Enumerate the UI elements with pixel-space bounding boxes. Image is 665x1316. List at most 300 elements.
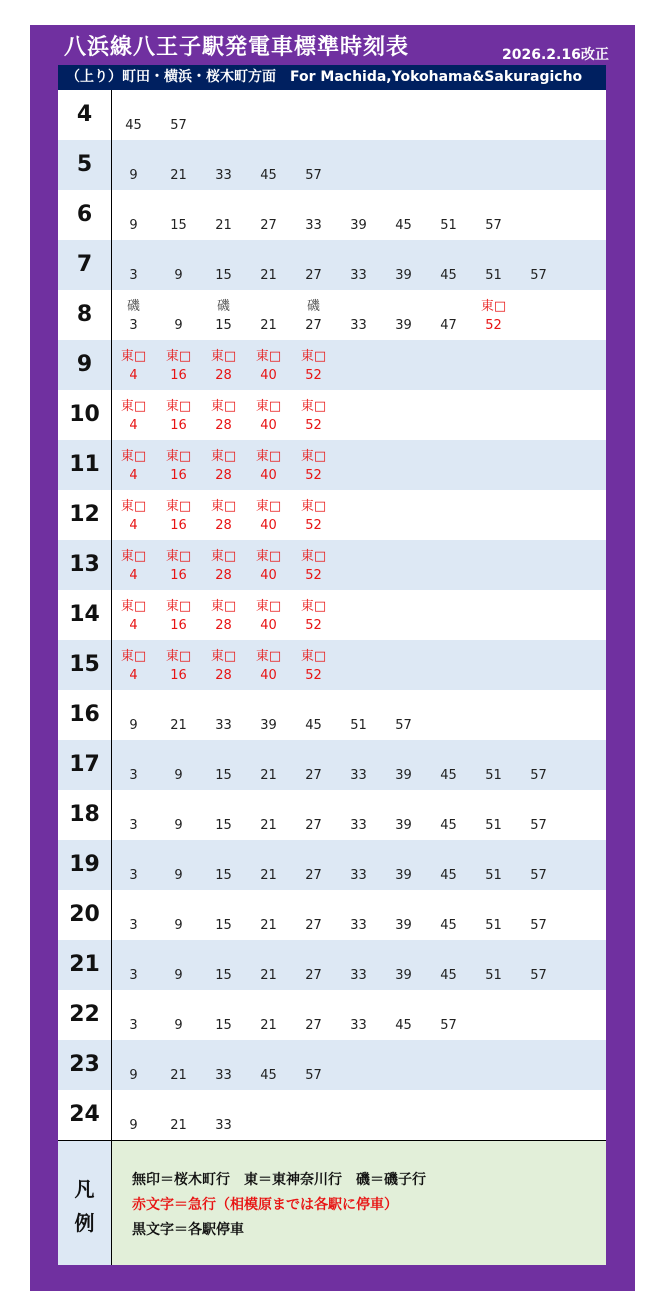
departure-express <box>471 290 516 340</box>
departure-minute: 16 <box>170 668 187 683</box>
departure-minute: 52 <box>485 318 502 333</box>
departure <box>426 290 471 340</box>
departure-minute: 3 <box>129 868 138 883</box>
departure-minute: 4 <box>129 568 138 583</box>
departure-minute: 27 <box>305 968 322 983</box>
destination-mark: 東□ <box>480 299 507 314</box>
departure <box>246 240 291 290</box>
departure <box>426 840 471 890</box>
departure-minute: 27 <box>260 218 277 233</box>
departure-minute: 33 <box>215 1118 232 1133</box>
departure-minute: 33 <box>350 318 367 333</box>
legend-heading <box>58 1141 111 1265</box>
departure <box>381 240 426 290</box>
departure <box>471 240 516 290</box>
departure-express <box>156 490 201 540</box>
departure-minute: 4 <box>129 368 138 383</box>
departure-minute: 45 <box>305 718 322 733</box>
departure <box>201 690 246 740</box>
departure <box>201 940 246 990</box>
departure <box>111 740 156 790</box>
page-title: 八浜線八王子駅発電車標準時刻表 <box>64 35 410 60</box>
destination-mark: 東□ <box>210 499 237 514</box>
departure-minute: 57 <box>395 718 412 733</box>
departure-express <box>291 390 336 440</box>
departure-minute: 3 <box>129 318 138 333</box>
departure-minute: 45 <box>440 768 457 783</box>
hour-label: 21 <box>69 952 100 977</box>
departure <box>291 1040 336 1090</box>
departure-minute: 3 <box>129 1018 138 1033</box>
departure-minute: 15 <box>215 818 232 833</box>
departure-minute: 15 <box>215 318 232 333</box>
departure-express <box>111 640 156 690</box>
departure <box>291 690 336 740</box>
hour-label: 22 <box>69 1002 100 1027</box>
hour-column-divider <box>111 90 112 1265</box>
departure <box>111 290 156 340</box>
destination-mark: 東□ <box>120 399 147 414</box>
departure <box>246 990 291 1040</box>
destination-mark: 東□ <box>300 449 327 464</box>
departure-minute: 16 <box>170 568 187 583</box>
departure <box>426 790 471 840</box>
departure <box>246 840 291 890</box>
hour-label: 11 <box>69 452 100 477</box>
departure <box>426 990 471 1040</box>
departure <box>516 890 561 940</box>
departure-minute: 39 <box>395 768 412 783</box>
departure-express <box>156 590 201 640</box>
departure-minute: 27 <box>305 318 322 333</box>
departure-express <box>111 590 156 640</box>
departure <box>471 890 516 940</box>
departure <box>201 190 246 240</box>
departure-minute: 40 <box>260 518 277 533</box>
departure-express <box>111 490 156 540</box>
departure <box>156 890 201 940</box>
departure-express <box>201 490 246 540</box>
departure-minute: 45 <box>440 818 457 833</box>
departure-minute: 47 <box>440 318 457 333</box>
departure <box>336 190 381 240</box>
departure <box>291 290 336 340</box>
destination-mark: 東□ <box>300 549 327 564</box>
departure-minute: 16 <box>170 368 187 383</box>
departure <box>111 690 156 740</box>
departure-minute: 45 <box>260 1068 277 1083</box>
departure <box>156 190 201 240</box>
hour-label: 4 <box>76 102 93 127</box>
destination-mark: 東□ <box>120 349 147 364</box>
departure-minute: 40 <box>260 618 277 633</box>
departure-minute: 4 <box>129 468 138 483</box>
departure <box>111 940 156 990</box>
departure-minute: 21 <box>260 818 277 833</box>
departure-express <box>246 490 291 540</box>
destination-mark: 東□ <box>120 599 147 614</box>
departure <box>426 240 471 290</box>
departure-minute: 33 <box>215 1068 232 1083</box>
departure-minute: 3 <box>129 268 138 283</box>
destination-mark: 東□ <box>255 349 282 364</box>
departure-minute: 21 <box>260 968 277 983</box>
departure <box>201 740 246 790</box>
departure-minute: 9 <box>174 918 183 933</box>
departure-minute: 15 <box>215 768 232 783</box>
departure <box>381 740 426 790</box>
departure-minute: 33 <box>215 168 232 183</box>
departure <box>426 940 471 990</box>
legend-heading-top: 凡 <box>74 1177 95 1201</box>
departure-minute: 28 <box>215 668 232 683</box>
hour-row <box>58 440 606 490</box>
departure-minute: 21 <box>260 868 277 883</box>
departure <box>201 890 246 940</box>
departure-express <box>246 440 291 490</box>
departure-minute: 3 <box>129 918 138 933</box>
departure-minute: 57 <box>485 218 502 233</box>
hour-label: 6 <box>76 202 93 227</box>
departure-minute: 51 <box>485 768 502 783</box>
departure-minute: 39 <box>395 318 412 333</box>
departure-minute: 57 <box>530 268 547 283</box>
departure-minute: 45 <box>440 918 457 933</box>
legend-heading-bottom: 例 <box>74 1211 95 1235</box>
departure-minute: 45 <box>440 268 457 283</box>
hour-label: 15 <box>69 652 100 677</box>
departure <box>291 140 336 190</box>
departure-minute: 9 <box>129 168 138 183</box>
destination-mark: 東□ <box>300 649 327 664</box>
hour-label: 10 <box>69 402 100 427</box>
destination-mark: 東□ <box>120 449 147 464</box>
departure-express <box>246 540 291 590</box>
hour-label: 7 <box>76 252 93 277</box>
departure-express <box>246 340 291 390</box>
departure-minute: 9 <box>129 218 138 233</box>
destination-mark: 東□ <box>210 399 237 414</box>
departure-express <box>201 540 246 590</box>
departure-minute: 28 <box>215 418 232 433</box>
departure-minute: 9 <box>174 318 183 333</box>
destination-mark: 東□ <box>255 399 282 414</box>
departure-minute: 52 <box>305 468 322 483</box>
departure-minute: 51 <box>350 718 367 733</box>
hour-label: 5 <box>76 152 93 177</box>
departure <box>156 240 201 290</box>
departure-minute: 28 <box>215 568 232 583</box>
departure-minute: 45 <box>260 168 277 183</box>
departure-minute: 57 <box>530 868 547 883</box>
departure <box>111 790 156 840</box>
destination-mark: 東□ <box>165 349 192 364</box>
destination-mark: 東□ <box>120 499 147 514</box>
hour-label: 12 <box>69 502 100 527</box>
departure <box>381 690 426 740</box>
departure-minute: 33 <box>350 768 367 783</box>
departure-minute: 15 <box>215 968 232 983</box>
hour-row <box>58 890 606 940</box>
departure-minute: 27 <box>305 918 322 933</box>
departure <box>291 740 336 790</box>
hour-row <box>58 940 606 990</box>
departure <box>246 290 291 340</box>
hour-row <box>58 190 606 240</box>
departure-express <box>156 340 201 390</box>
departure-minute: 45 <box>395 1018 412 1033</box>
departure <box>156 1090 201 1140</box>
departure-express <box>291 340 336 390</box>
hour-row <box>58 790 606 840</box>
hour-row <box>58 90 606 140</box>
departure-minute: 39 <box>395 268 412 283</box>
destination-mark: 東□ <box>300 349 327 364</box>
destination-mark: 磯 <box>306 299 320 314</box>
departure-minute: 45 <box>440 968 457 983</box>
departure-express <box>111 390 156 440</box>
departure-minute: 33 <box>215 718 232 733</box>
departure-minute: 40 <box>260 568 277 583</box>
departure <box>426 890 471 940</box>
departure-minute: 52 <box>305 568 322 583</box>
departure-minute: 15 <box>215 1018 232 1033</box>
departure <box>381 790 426 840</box>
departure-minute: 28 <box>215 368 232 383</box>
departure <box>156 140 201 190</box>
departure-minute: 21 <box>170 1118 187 1133</box>
departure <box>246 690 291 740</box>
destination-mark: 東□ <box>255 599 282 614</box>
departure <box>381 990 426 1040</box>
hour-label: 20 <box>69 902 100 927</box>
departure-minute: 39 <box>260 718 277 733</box>
hour-label: 23 <box>69 1052 100 1077</box>
departure <box>246 740 291 790</box>
departure-minute: 52 <box>305 618 322 633</box>
departure-minute: 52 <box>305 668 322 683</box>
departure-minute: 27 <box>305 818 322 833</box>
departure-minute: 9 <box>174 818 183 833</box>
departure <box>246 190 291 240</box>
departure-minute: 57 <box>530 818 547 833</box>
departure-minute: 21 <box>170 718 187 733</box>
departure-minute: 52 <box>305 418 322 433</box>
departure <box>516 840 561 890</box>
departure-minute: 4 <box>129 418 138 433</box>
departure <box>156 940 201 990</box>
departure-minute: 28 <box>215 468 232 483</box>
departure <box>246 940 291 990</box>
departure-express <box>291 440 336 490</box>
departure <box>156 990 201 1040</box>
departure-minute: 51 <box>485 918 502 933</box>
departure-minute: 57 <box>305 168 322 183</box>
departure-minute: 33 <box>350 968 367 983</box>
timetable-table <box>58 90 606 1265</box>
departure-minute: 57 <box>530 918 547 933</box>
departure-express <box>246 640 291 690</box>
departure <box>336 940 381 990</box>
departure-express <box>156 640 201 690</box>
departure <box>426 740 471 790</box>
departure-minute: 21 <box>260 268 277 283</box>
hour-row <box>58 1040 606 1090</box>
departure <box>156 1040 201 1090</box>
destination-mark: 東□ <box>120 549 147 564</box>
departure <box>156 690 201 740</box>
departure-minute: 40 <box>260 368 277 383</box>
hour-row <box>58 140 606 190</box>
departure-minute: 57 <box>530 768 547 783</box>
departure-minute: 21 <box>215 218 232 233</box>
departure-minute: 28 <box>215 518 232 533</box>
departure <box>111 240 156 290</box>
departure-minute: 52 <box>305 368 322 383</box>
departure-minute: 39 <box>395 918 412 933</box>
destination-mark: 東□ <box>255 649 282 664</box>
departure-minute: 52 <box>305 518 322 533</box>
destination-mark: 東□ <box>165 599 192 614</box>
departure-express <box>246 390 291 440</box>
departure-minute: 28 <box>215 618 232 633</box>
departure-minute: 51 <box>485 868 502 883</box>
departure-express <box>291 540 336 590</box>
departure <box>381 890 426 940</box>
departure-minute: 40 <box>260 468 277 483</box>
destination-mark: 東□ <box>165 649 192 664</box>
departure-minute: 9 <box>129 718 138 733</box>
destination-mark: 東□ <box>210 649 237 664</box>
departure <box>201 990 246 1040</box>
departure <box>336 840 381 890</box>
departure-minute: 39 <box>395 868 412 883</box>
departure-minute: 16 <box>170 418 187 433</box>
departure-minute: 45 <box>395 218 412 233</box>
departure-minute: 39 <box>395 818 412 833</box>
departure <box>111 840 156 890</box>
hour-label: 14 <box>69 602 100 627</box>
destination-mark: 東□ <box>300 599 327 614</box>
departure <box>381 290 426 340</box>
hour-label: 13 <box>69 552 100 577</box>
departure-minute: 57 <box>530 968 547 983</box>
departure <box>336 790 381 840</box>
departure-minute: 21 <box>260 918 277 933</box>
departure <box>426 190 471 240</box>
departure-minute: 40 <box>260 668 277 683</box>
departure-minute: 33 <box>350 868 367 883</box>
hour-label: 8 <box>76 302 93 327</box>
departure-minute: 9 <box>129 1068 138 1083</box>
departure-express <box>291 490 336 540</box>
departure <box>471 740 516 790</box>
hour-row <box>58 640 606 690</box>
departure-minute: 27 <box>305 268 322 283</box>
departure-minute: 45 <box>440 868 457 883</box>
direction-bar <box>58 65 606 90</box>
departure <box>156 90 201 140</box>
departure <box>201 840 246 890</box>
departure <box>156 840 201 890</box>
departure <box>471 940 516 990</box>
destination-mark: 東□ <box>120 649 147 664</box>
departure-minute: 33 <box>350 1018 367 1033</box>
departure-minute: 9 <box>174 1018 183 1033</box>
departure <box>246 140 291 190</box>
departure-minute: 9 <box>174 968 183 983</box>
destination-mark: 東□ <box>210 449 237 464</box>
departure-express <box>156 540 201 590</box>
departure-express <box>201 340 246 390</box>
destination-mark: 東□ <box>255 549 282 564</box>
departure <box>336 740 381 790</box>
departure-minute: 33 <box>305 218 322 233</box>
departure-minute: 51 <box>485 268 502 283</box>
departure <box>201 140 246 190</box>
departure-express <box>201 590 246 640</box>
departure <box>516 740 561 790</box>
departure-express <box>111 540 156 590</box>
legend-express: 赤文字＝急行（相模原までは各駅に停車） <box>132 1197 398 1213</box>
departure <box>246 1040 291 1090</box>
departure <box>111 890 156 940</box>
departure <box>381 840 426 890</box>
departure-minute: 51 <box>440 218 457 233</box>
destination-mark: 東□ <box>210 349 237 364</box>
hour-label: 24 <box>69 1102 100 1127</box>
departure-minute: 15 <box>170 218 187 233</box>
hour-label: 19 <box>69 852 100 877</box>
departure-minute: 51 <box>485 818 502 833</box>
departure <box>111 1040 156 1090</box>
departure-express <box>111 340 156 390</box>
departure <box>111 990 156 1040</box>
departure <box>111 190 156 240</box>
departure-minute: 51 <box>485 968 502 983</box>
departure <box>246 890 291 940</box>
departure-minute: 4 <box>129 618 138 633</box>
departure-minute: 33 <box>350 818 367 833</box>
hour-label: 18 <box>69 802 100 827</box>
departure-minute: 27 <box>305 768 322 783</box>
departure <box>471 790 516 840</box>
destination-mark: 東□ <box>210 599 237 614</box>
departure <box>381 940 426 990</box>
legend-body <box>112 1141 606 1265</box>
departure <box>291 840 336 890</box>
departure <box>291 940 336 990</box>
departure-minute: 15 <box>215 268 232 283</box>
departure <box>471 840 516 890</box>
departure <box>156 790 201 840</box>
departure-express <box>156 390 201 440</box>
departure <box>201 290 246 340</box>
departure-minute: 57 <box>440 1018 457 1033</box>
departure-minute: 57 <box>170 118 187 133</box>
departure <box>156 740 201 790</box>
departure-minute: 16 <box>170 468 187 483</box>
departure <box>201 240 246 290</box>
departure-minute: 15 <box>215 918 232 933</box>
departure-minute: 21 <box>170 168 187 183</box>
departure-minute: 3 <box>129 968 138 983</box>
destination-mark: 東□ <box>300 399 327 414</box>
legend <box>58 1140 606 1265</box>
departure-express <box>246 590 291 640</box>
departure-minute: 39 <box>395 968 412 983</box>
departure <box>201 790 246 840</box>
